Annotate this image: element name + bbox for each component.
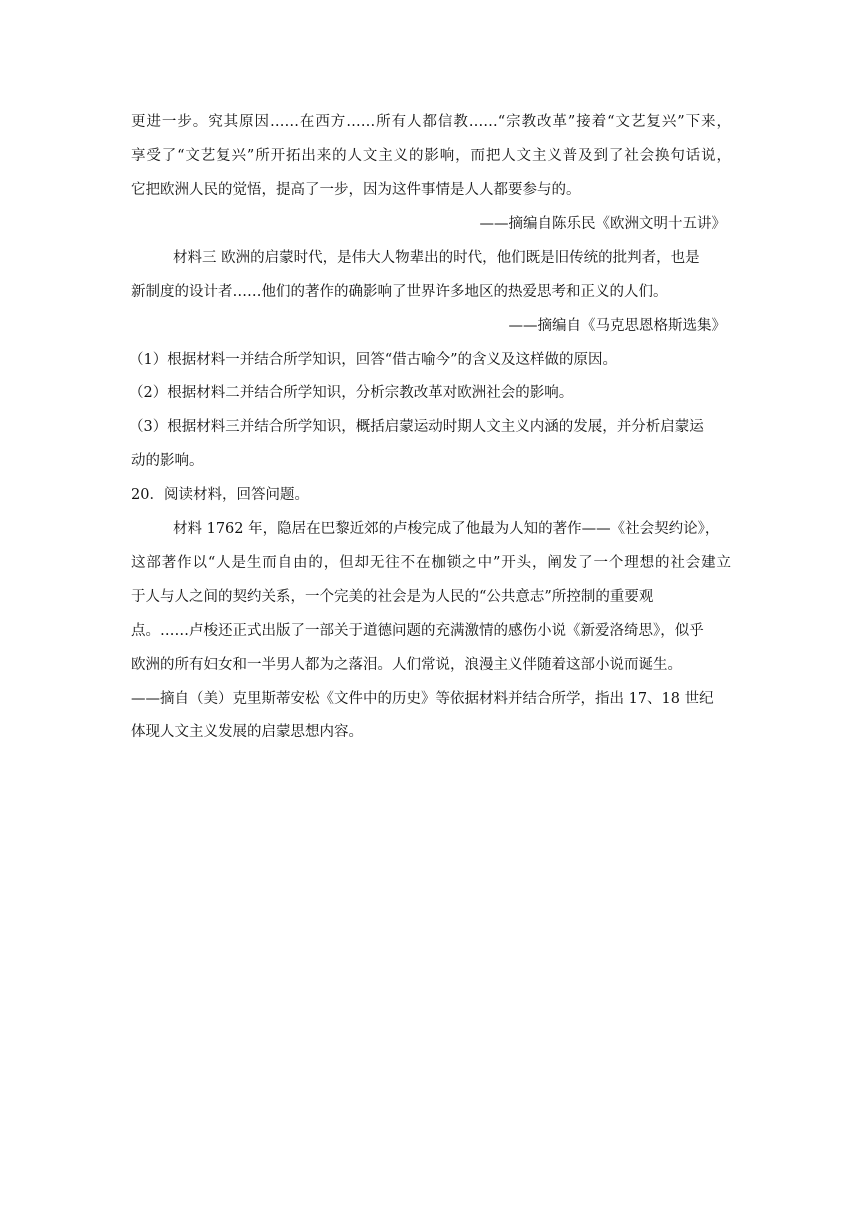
question-heading: 20．阅读材料，回答问题。	[131, 487, 309, 503]
material-line: 于人与人之间的契约关系，一个完美的社会是为人民的“公共意志”所控制的重要观	[131, 589, 654, 605]
text-line: 它把欧洲人民的觉悟，提高了一步，因为这件事情是人人都要参与的。	[131, 182, 581, 198]
source-citation: ——摘编自陈乐民《欧洲文明十五讲》	[479, 216, 726, 232]
material-line: 这部著作以“人是生而自由的，但却无往不在枷锁之中”开头，阐发了一个理想的社会建立	[131, 555, 731, 571]
question-item: （2）根据材料二并结合所学知识，分析宗教改革对欧洲社会的影响。	[129, 385, 574, 401]
material-line: 体现人文主义发展的启蒙思想内容。	[131, 724, 363, 740]
material-three-line: 新制度的设计者……他们的著作的确影响了世界许多地区的热爱思考和正义的人们。	[131, 284, 668, 300]
question-item: （1）根据材料一并结合所学知识，回答“借古喻今”的含义及这样做的原因。	[129, 352, 618, 368]
source-citation: ——摘编自《马克思恩格斯选集》	[508, 318, 726, 334]
question-item: （3）根据材料三并结合所学知识，概括启蒙运动时期人文主义内涵的发展，并分析启蒙运	[129, 419, 704, 435]
question-item: 动的影响。	[131, 453, 204, 469]
material-three-line: 材料三 欧洲的启蒙时代，是伟大人物辈出的时代，他们既是旧传统的批判者，也是	[173, 250, 700, 266]
material-line: 点。……卢梭还正式出版了一部关于道德问题的充满激情的感伤小说《新爱洛绮思》，似乎	[131, 623, 704, 639]
material-line: 材料 1762 年，隐居在巴黎近郊的卢梭完成了他最为人知的著作——《社会契约论》，	[173, 521, 720, 537]
text-line: 更进一步。究其原因……在西方……所有人都信教……“宗教改革”接着“文艺复兴”下来，	[131, 114, 731, 130]
text-line: 享受了“文艺复兴”所开拓出来的人文主义的影响，而把人文主义普及到了社会换句话说，	[131, 148, 731, 164]
material-line: 欧洲的所有妇女和一半男人都为之落泪。人们常说，浪漫主义伴随着这部小说而诞生。	[131, 657, 682, 673]
material-line: ——摘自（美）克里斯蒂安松《文件中的历史》等依据材料并结合所学，指出 17、18 世纪	[131, 691, 714, 707]
